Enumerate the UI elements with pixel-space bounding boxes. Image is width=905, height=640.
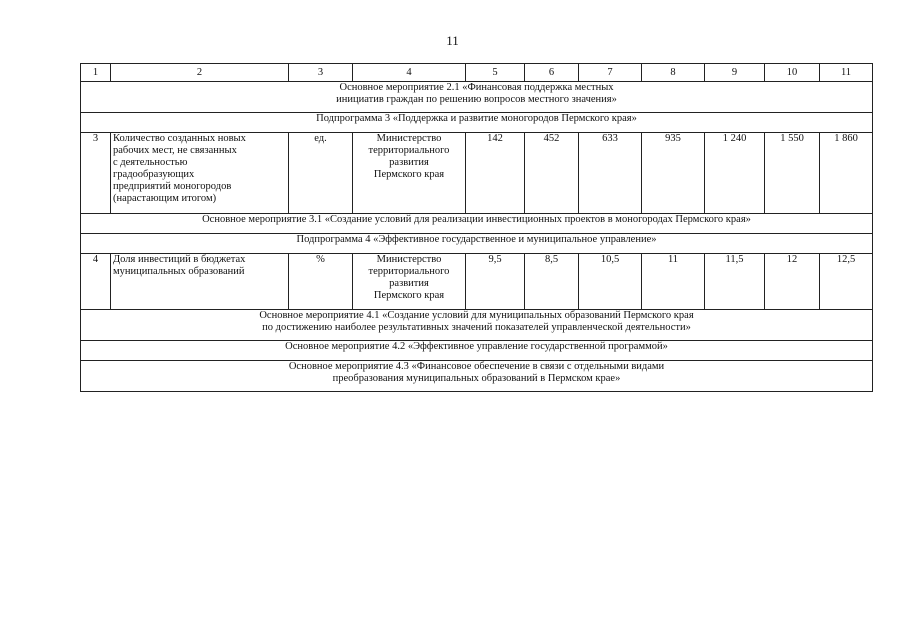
value-cell: 11,5 xyxy=(705,254,765,310)
responsible-line: территориального xyxy=(368,145,450,156)
responsible-executor xyxy=(353,133,466,214)
indicator-name-line: Количество созданных новых xyxy=(113,133,246,144)
indicator-name-line: рабочих мест, не связанных xyxy=(113,145,237,156)
activity-4-3-row xyxy=(81,361,873,392)
value-cell: 633 xyxy=(579,133,642,214)
indicator-name-line: Доля инвестиций в бюджетах xyxy=(113,254,246,265)
column-header: 5 xyxy=(466,64,525,82)
value-cell: 12,5 xyxy=(820,254,873,310)
column-number-row xyxy=(81,64,873,82)
activity-3-1-row xyxy=(81,214,873,234)
responsible-line: Пермского края xyxy=(373,169,445,180)
table-row xyxy=(81,254,873,310)
indicator-name-line: (нарастающим итогом) xyxy=(113,193,217,204)
indicator-name-line: муниципальных образований xyxy=(113,266,245,277)
row-number: 3 xyxy=(81,133,111,214)
subprogram-3-title: Подпрограмма 3 «Поддержка и развитие моногородов Пермского края» xyxy=(81,113,873,133)
value-cell: 452 xyxy=(525,133,579,214)
column-header: 4 xyxy=(353,64,466,82)
unit-cell: % xyxy=(289,254,353,310)
value-cell: 9,5 xyxy=(466,254,525,310)
activity-4-1-title xyxy=(81,310,873,341)
value-cell: 1 550 xyxy=(765,133,820,214)
indicator-name-line: с деятельностью xyxy=(113,157,188,168)
indicator-name xyxy=(111,254,289,310)
responsible-line: Министерство xyxy=(376,254,442,265)
subprogram-4-title: Подпрограмма 4 «Эффективное государственное и муниципальное управление» xyxy=(81,234,873,254)
responsible-line: Пермского края xyxy=(373,290,445,301)
activity-4-1-line2: по достижению наиболее результативных значений показателей управленческой деятельности» xyxy=(262,322,691,333)
responsible-line: территориального xyxy=(368,266,450,277)
activity-2-1-title xyxy=(81,82,873,113)
column-header: 11 xyxy=(820,64,873,82)
value-cell: 11 xyxy=(642,254,705,310)
indicator-name-line: предприятий моногородов xyxy=(113,181,232,192)
activity-4-2-row xyxy=(81,341,873,361)
page-number: 11 xyxy=(446,33,459,48)
activity-4-3-line2: преобразования муниципальных образований в Пермском крае» xyxy=(332,373,621,384)
activity-4-1-row xyxy=(81,310,873,341)
column-header: 6 xyxy=(525,64,579,82)
value-cell: 1 860 xyxy=(820,133,873,214)
activity-2-1-row xyxy=(81,82,873,113)
responsible-line: развития xyxy=(389,157,429,168)
activity-4-3-title xyxy=(81,361,873,392)
indicator-name-line: градообразующих xyxy=(113,169,195,180)
activity-4-3-line1: Основное мероприятие 4.3 «Финансовое обеспечение в связи с отдельными видами xyxy=(288,361,665,372)
indicator-name xyxy=(111,133,289,214)
column-header: 9 xyxy=(705,64,765,82)
responsible-line: Министерство xyxy=(376,133,442,144)
responsible-executor xyxy=(353,254,466,310)
row-number: 4 xyxy=(81,254,111,310)
activity-2-1-line1: Основное мероприятие 2.1 «Финансовая поддержка местных xyxy=(339,82,614,93)
column-header: 7 xyxy=(579,64,642,82)
value-cell: 8,5 xyxy=(525,254,579,310)
value-cell: 1 240 xyxy=(705,133,765,214)
value-cell: 935 xyxy=(642,133,705,214)
value-cell: 142 xyxy=(466,133,525,214)
activity-4-1-line1: Основное мероприятие 4.1 «Создание условий для муниципальных образований Пермского края xyxy=(259,310,694,321)
value-cell: 12 xyxy=(765,254,820,310)
column-header: 10 xyxy=(765,64,820,82)
column-header: 8 xyxy=(642,64,705,82)
value-cell: 10,5 xyxy=(579,254,642,310)
subprogram-3-row xyxy=(81,113,873,133)
indicators-table xyxy=(80,63,873,392)
activity-2-1-line2: инициатив граждан по решению вопросов местного значения» xyxy=(336,94,617,105)
activity-3-1-title: Основное мероприятие 3.1 «Создание условий для реализации инвестиционных проектов в моногородах Пермского края» xyxy=(81,214,873,234)
subprogram-4-row xyxy=(81,234,873,254)
unit-cell: ед. xyxy=(289,133,353,214)
responsible-line: развития xyxy=(389,278,429,289)
column-header: 3 xyxy=(289,64,353,82)
table-row xyxy=(81,133,873,214)
column-header: 1 xyxy=(81,64,111,82)
column-header: 2 xyxy=(111,64,289,82)
activity-4-2-title: Основное мероприятие 4.2 «Эффективное управление государственной программой» xyxy=(81,341,873,361)
